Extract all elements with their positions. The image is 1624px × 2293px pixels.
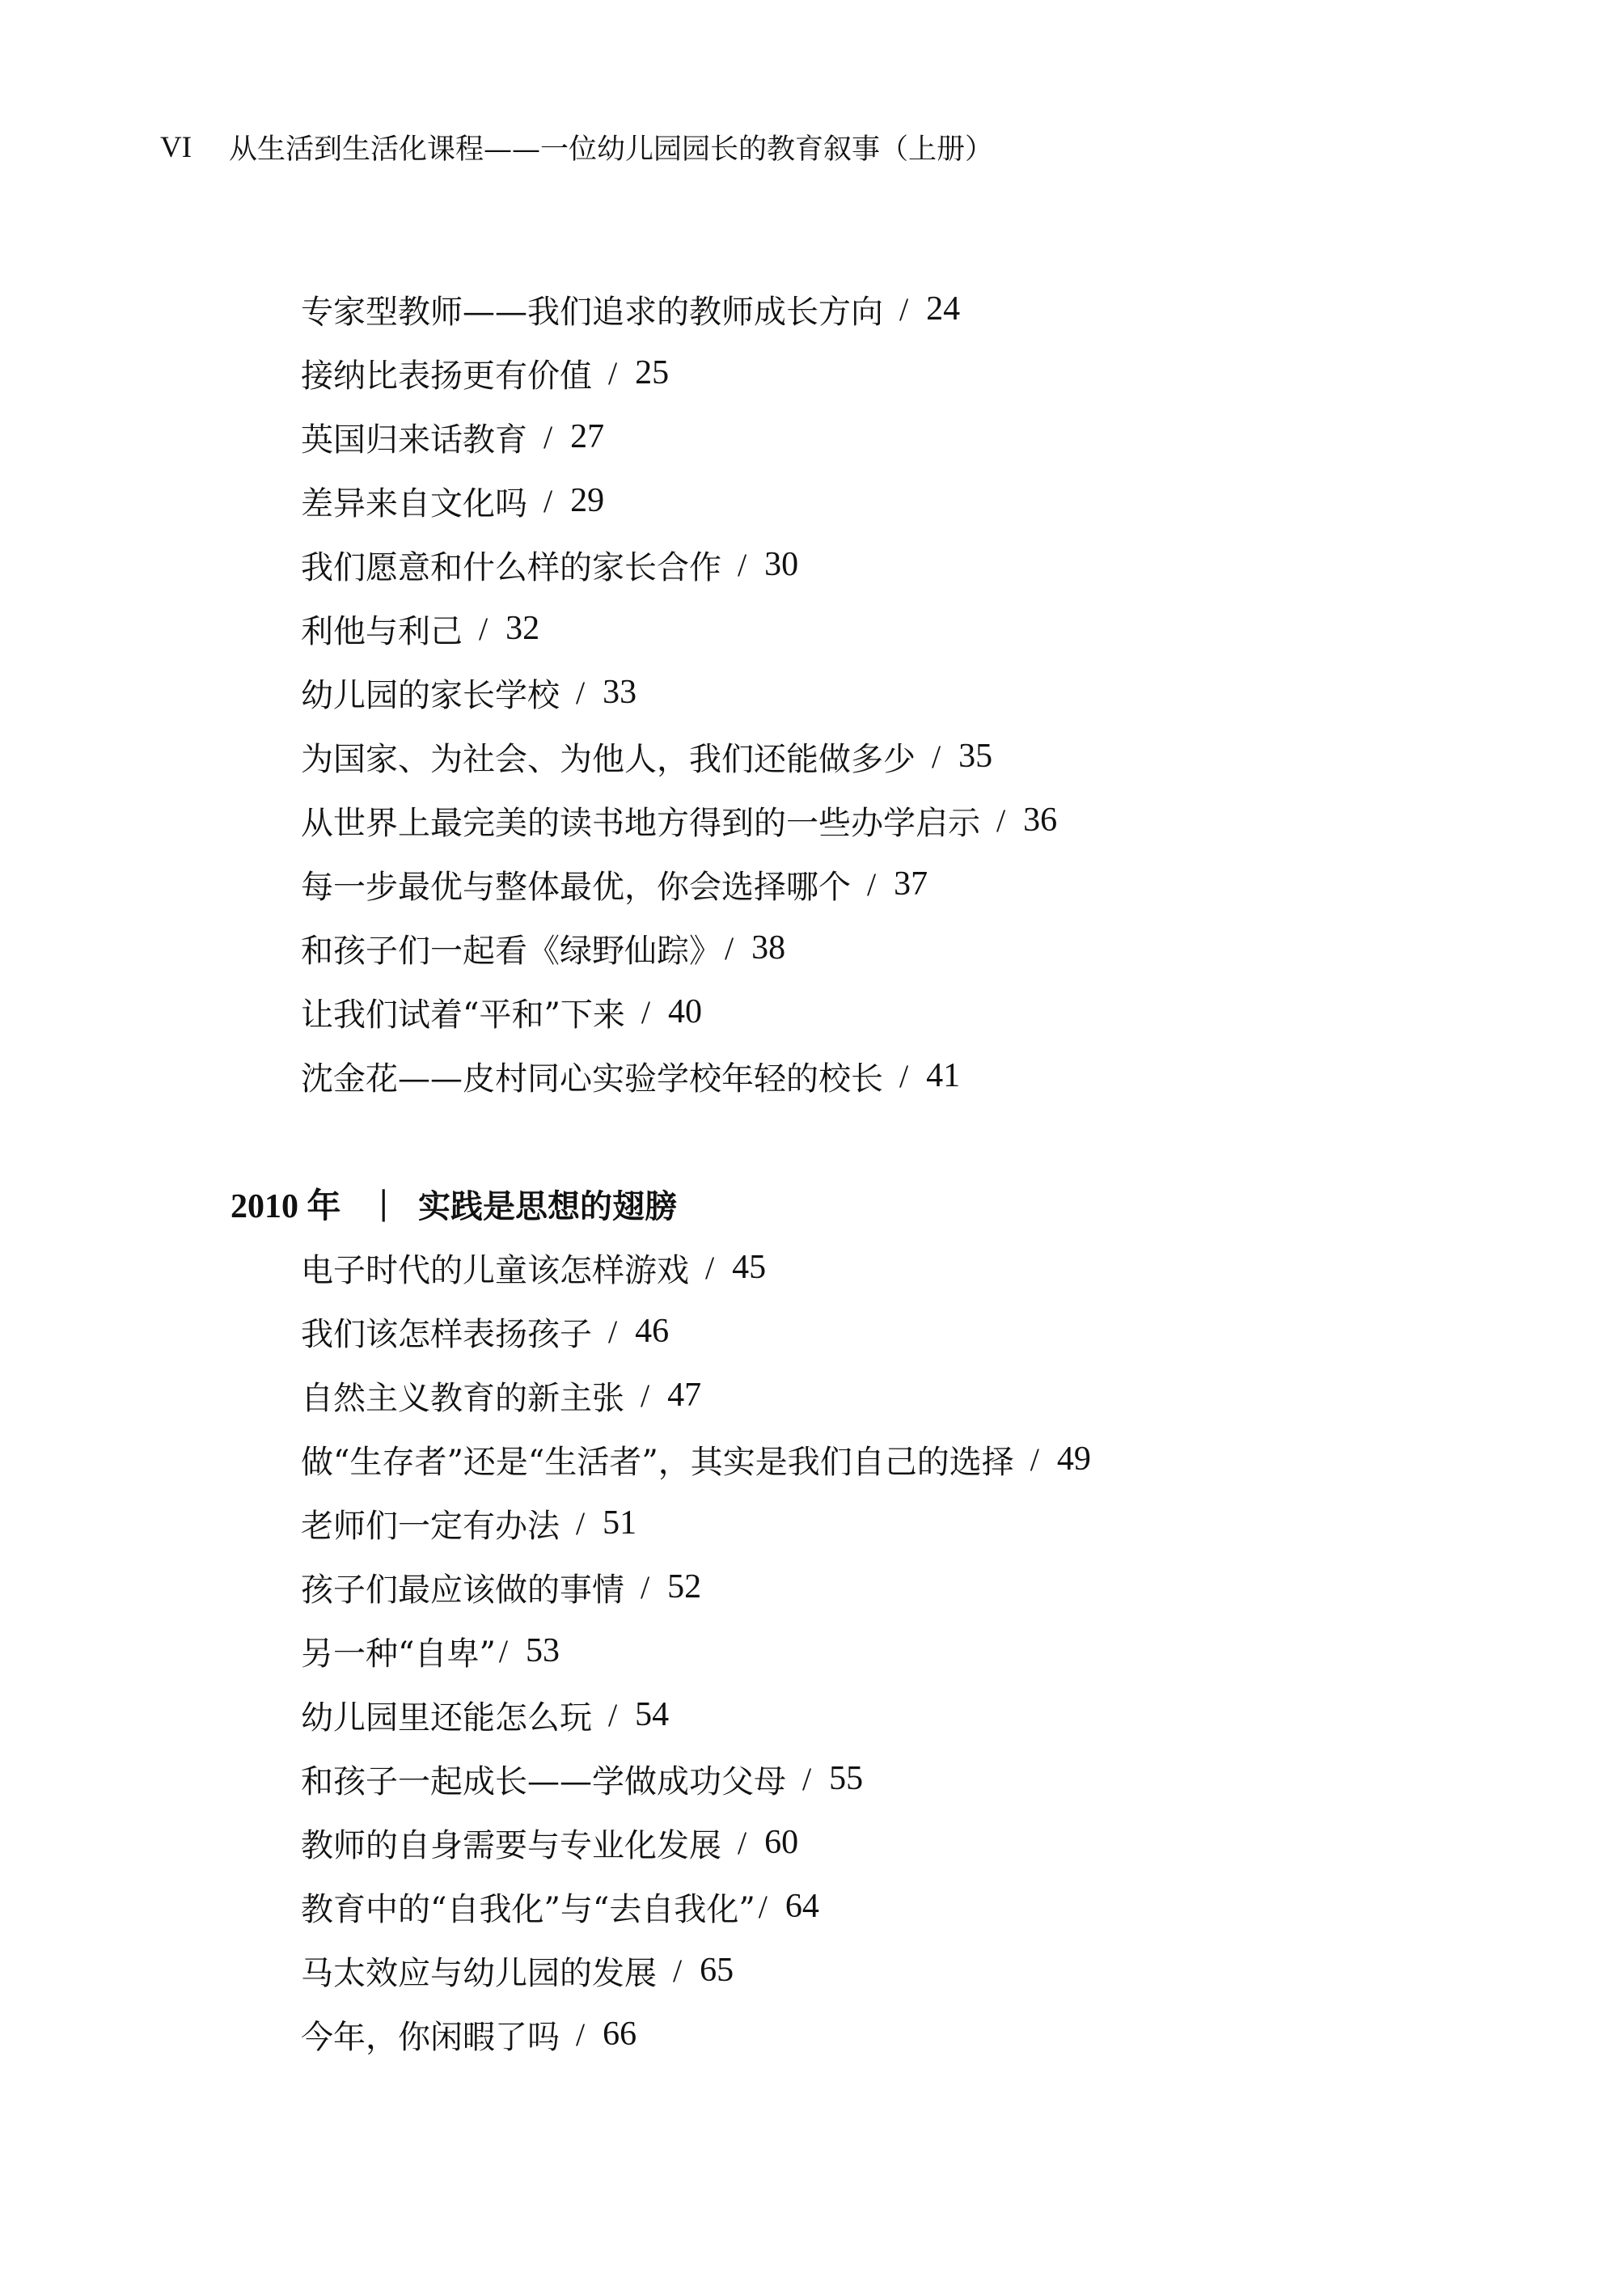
toc-separator: /: [608, 1313, 618, 1350]
toc-entry[interactable]: [301, 858, 928, 910]
toc-entry-title: 今年，你闲暇了吗: [301, 2018, 560, 2056]
toc-entry[interactable]: [301, 539, 798, 590]
toc-entry-page: 25: [635, 354, 670, 391]
toc-separator: /: [576, 1504, 586, 1542]
toc-entry-title: 我们该怎样表扬孩子: [301, 1315, 592, 1353]
toc-entry[interactable]: [301, 1944, 734, 1996]
page-number: VI: [160, 130, 192, 164]
toc-entry[interactable]: [301, 603, 539, 654]
toc-entry[interactable]: [301, 1753, 863, 1804]
toc-entry[interactable]: [301, 794, 1057, 846]
toc-entry-title: 让我们试着“平和”下来: [301, 996, 625, 1034]
toc-separator: /: [705, 1249, 715, 1286]
toc-separator: /: [479, 610, 488, 647]
toc-entry[interactable]: [301, 1050, 960, 1102]
toc-entry-page: 27: [570, 418, 605, 455]
toc-entry[interactable]: [301, 347, 669, 399]
toc-entry-page: 32: [505, 610, 540, 647]
toc-entry[interactable]: [301, 986, 702, 1038]
toc-separator: /: [867, 865, 877, 903]
toc-separator: /: [1030, 1441, 1039, 1478]
toc-entry[interactable]: [301, 1497, 636, 1549]
toc-separator: /: [738, 546, 747, 583]
toc-entry-title: 接纳比表扬更有价值: [301, 357, 592, 395]
toc-entry-title: 幼儿园的家长学校: [301, 676, 560, 714]
toc-entry-title: 和孩子们一起看《绿野仙踪》: [301, 932, 721, 970]
toc-entry-title: 为国家、为社会、为他人，我们还能做多少: [301, 740, 916, 778]
toc-entry-title: 另一种“自卑”: [301, 1635, 496, 1673]
toc-entry[interactable]: [301, 1369, 701, 1421]
toc-separator: /: [498, 1632, 509, 1669]
toc-entry-title: 从世界上最完美的读书地方得到的一些办学启示: [301, 804, 980, 842]
toc-entry-page: 51: [603, 1504, 637, 1542]
toc-entry[interactable]: [301, 411, 604, 463]
toc-entry-title: 沈金花——皮村同心实验学校年轻的校长: [301, 1060, 883, 1098]
toc-entry-title: 自然主义教育的新主张: [301, 1379, 624, 1417]
running-header: [160, 123, 993, 171]
toc-separator: /: [641, 993, 651, 1030]
toc-entry-page: 36: [1023, 802, 1058, 839]
toc-entry-title: 每一步最优与整体最优，你会选择哪个: [301, 868, 851, 906]
toc-separator: /: [543, 418, 553, 455]
section-heading-2010[interactable]: [230, 1178, 677, 1229]
toc-entry-page: 65: [700, 1952, 734, 1989]
toc-entry-page: 30: [764, 546, 799, 583]
toc-entry-page: 33: [603, 674, 637, 711]
toc-entry-page: 29: [570, 482, 605, 519]
section-divider: |: [378, 1185, 389, 1222]
toc-separator: /: [576, 2016, 586, 2053]
toc-separator: /: [899, 290, 909, 328]
toc-entry-title: 老师们一定有办法: [301, 1507, 560, 1545]
toc-entry-title: 电子时代的儿童该怎样游戏: [301, 1251, 689, 1289]
toc-entry-title: 我们愿意和什么样的家长合作: [301, 548, 721, 586]
toc-entry[interactable]: [301, 1881, 819, 1932]
toc-separator: /: [576, 674, 586, 711]
toc-entry-page: 53: [526, 1632, 560, 1669]
toc-entry-page: 52: [667, 1568, 702, 1606]
toc-entry-title: 幼儿园里还能怎么玩: [301, 1699, 592, 1737]
toc-separator: /: [608, 1696, 618, 1733]
toc-entry-title: 马太效应与幼儿园的发展: [301, 1954, 657, 1992]
toc-separator: /: [802, 1760, 812, 1797]
toc-entry[interactable]: [301, 730, 992, 782]
toc-separator: /: [758, 1888, 768, 1925]
toc-entry-page: 38: [751, 929, 786, 967]
toc-separator: /: [673, 1952, 683, 1989]
toc-separator: /: [899, 1057, 909, 1094]
book-title: 从生活到生活化课程——一位幼儿园园长的教育叙事（上册）: [229, 133, 994, 166]
toc-separator: /: [543, 482, 553, 519]
toc-entry[interactable]: [301, 2008, 636, 2060]
toc-entry-title: 和孩子一起成长——学做成功父母: [301, 1762, 786, 1800]
toc-entry-title: 差异来自文化吗: [301, 484, 527, 522]
toc-entry-title: 专家型教师——我们追求的教师成长方向: [301, 293, 883, 331]
toc-separator: /: [608, 354, 618, 391]
toc-entry-title: 利他与利己: [301, 612, 463, 650]
toc-entry[interactable]: [301, 1689, 669, 1741]
toc-entry-title: 英国归来话教育: [301, 421, 527, 459]
toc-entry-page: 47: [667, 1377, 702, 1414]
toc-entry-page: 24: [926, 290, 961, 328]
toc-entry-page: 35: [958, 738, 993, 775]
toc-entry-page: 66: [603, 2016, 637, 2053]
toc-separator: /: [932, 738, 941, 775]
toc-entry[interactable]: [301, 1561, 701, 1613]
toc-separator: /: [725, 929, 734, 967]
toc-entry[interactable]: [301, 283, 960, 335]
toc-separator: /: [641, 1568, 650, 1606]
toc-entry-page: 37: [894, 865, 928, 903]
toc-entry-title: 教育中的“自我化”与“去自我化”: [301, 1890, 755, 1928]
toc-entry-page: 46: [635, 1313, 670, 1350]
toc-entry[interactable]: [301, 666, 636, 718]
toc-entry-page: 41: [926, 1057, 961, 1094]
toc-entry-title: 做“生存者”还是“生活者”，其实是我们自己的选择: [301, 1443, 1014, 1481]
toc-entry-page: 45: [732, 1249, 767, 1286]
toc-entry[interactable]: [301, 1625, 560, 1677]
toc-entry[interactable]: [301, 922, 785, 974]
section-theme: 实践是思想的翅膀: [418, 1187, 677, 1225]
toc-entry[interactable]: [301, 475, 604, 527]
toc-entry[interactable]: [301, 1305, 669, 1357]
toc-entry-page: 60: [764, 1824, 799, 1861]
toc-entry-page: 55: [829, 1760, 864, 1797]
toc-entry-page: 54: [635, 1696, 670, 1733]
toc-entry[interactable]: [301, 1817, 798, 1868]
section-year: 2010 年: [230, 1188, 341, 1225]
toc-entry[interactable]: [301, 1242, 766, 1293]
toc-entry-title: 孩子们最应该做的事情: [301, 1571, 624, 1609]
toc-entry-page: 49: [1056, 1441, 1091, 1478]
toc-entry-title: 教师的自身需要与专业化发展: [301, 1826, 721, 1864]
toc-entry-page: 64: [785, 1888, 819, 1925]
toc-entry-page: 40: [668, 993, 703, 1030]
toc-separator: /: [996, 802, 1006, 839]
toc-separator: /: [641, 1377, 650, 1414]
toc-separator: /: [738, 1824, 747, 1861]
toc-entry[interactable]: [301, 1433, 1091, 1485]
